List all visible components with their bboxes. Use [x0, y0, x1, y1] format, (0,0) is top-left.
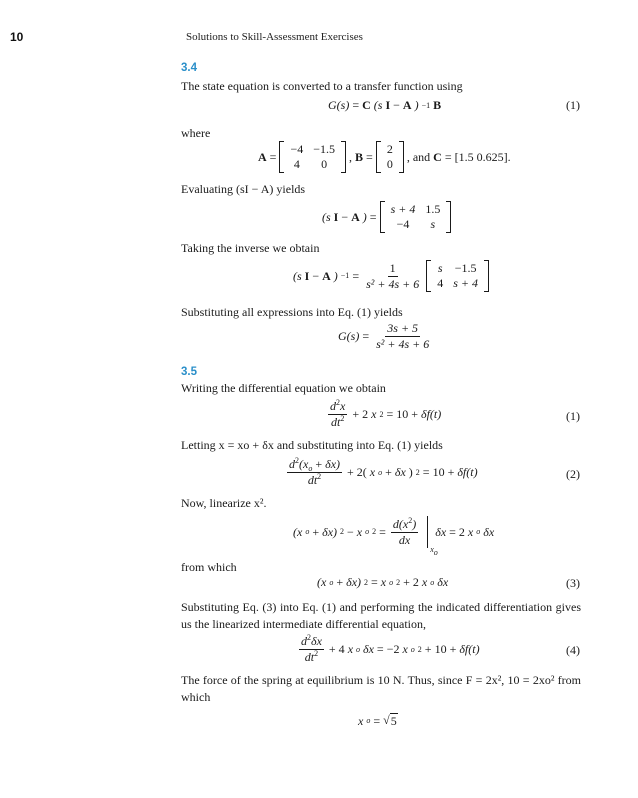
paragraph: Substituting Eq. (3) into Eq. (1) and performing the indicated differentiation gives us the linearized intermediate differential equation, — [181, 600, 581, 631]
matrix-cell: s + 4 — [390, 202, 416, 216]
equation-substituted: $\frac{d^2(x_o + \delta x)}{dt^2}$ + 2( x o + δx ) 2 = 10 + δf(t) — [289, 456, 478, 487]
equation-number: (4) — [566, 643, 580, 657]
equation-number: (1) — [566, 98, 580, 112]
page-number: 10 — [10, 30, 24, 44]
and-text: , and — [406, 149, 431, 164]
paragraph: Evaluating (sI − A) yields — [181, 182, 306, 196]
equation-linearize: (x o + δx) 2 − x o 2 = $\frac{d(x^2)}{dx}$ $x_o$ δx = 2 x o δx — [293, 515, 495, 557]
matrix-cell: s + 4 — [453, 276, 479, 290]
equation-number: (3) — [566, 576, 580, 590]
running-title: Solutions to Skill-Assessment Exercises — [186, 31, 363, 43]
matrix-cell: 1.5 — [425, 202, 441, 216]
paragraph: Substituting all expressions into Eq. (1) yields — [181, 305, 403, 319]
equation-differential: $\frac{d^2x}{dt^2}$ + 2 x 2 = 10 + δf(t) — [330, 398, 442, 429]
matrix-cell: −4 — [290, 142, 304, 156]
paragraph: Taking the inverse we obtain — [181, 241, 320, 255]
matrix-cell: s — [430, 217, 436, 231]
matrix-c: [1.5 0.625]. — [454, 149, 511, 164]
equation-square-expansion: (x o + δx) 2 = x o 2 + 2 x o δx — [317, 575, 449, 589]
fraction-denominator: s² + 4s + 6 — [366, 276, 420, 291]
section-heading-3-4: 3.4 — [181, 62, 197, 74]
equation-number: (1) — [566, 409, 580, 423]
equation-g-of-s: G(s) = $\frac{3s + 5}{\text{s² + 4s + 6}}$ — [338, 321, 430, 351]
paragraph: from which — [181, 560, 237, 574]
fraction-numerator: 3s + 5 — [387, 321, 419, 335]
matrix-a — [279, 141, 346, 173]
equation-transfer-function: G(s) = C (s I − A ) −1 B — [328, 98, 442, 112]
equation-equilibrium: x o = √ 5 — [358, 713, 397, 728]
equation-linearized: $\frac{d^2\delta x}{dt^2}$ + 4 x o δx = −2 x o 2 + 10 + δf(t) — [301, 633, 480, 664]
matrix-cell: 4 — [437, 276, 444, 290]
matrix-cell: 4 — [293, 157, 300, 171]
matrix-cell: 2 — [386, 142, 393, 156]
paragraph: where — [181, 126, 211, 140]
fraction-numerator: 1 — [389, 260, 396, 275]
matrix-cell: −4 — [396, 217, 410, 231]
section-heading-3-5: 3.5 — [181, 366, 197, 378]
equation-inverse: (s I − A ) −1 = $\frac{1}{\text{s² + 4s + 6}}$ s −1.5 4 s + 4 — [293, 260, 489, 292]
matrix-si-minus-a — [380, 201, 452, 233]
equation-si-minus-a: (s I − A ) = s + 4 1.5 −4 s — [322, 201, 451, 233]
paragraph: Now, linearize x². — [181, 496, 267, 510]
matrix-cell: −1.5 — [454, 261, 477, 275]
matrix-cell: s — [437, 261, 443, 275]
paragraph: The state equation is converted to a transfer function using — [181, 79, 463, 93]
matrix-b — [376, 141, 404, 173]
matrix-cell: 0 — [386, 157, 393, 171]
fraction-denominator: s² + 4s + 6 — [376, 337, 430, 351]
paragraph: The force of the spring at equilibrium is 10 N. Thus, since F = 2x², 10 = 2xo² from which — [181, 673, 581, 704]
equation-number: (2) — [566, 467, 580, 481]
paragraph: Letting x = xo + δx and substituting into Eq. (1) yields — [181, 438, 443, 452]
paragraph: Writing the differential equation we obtain — [181, 381, 386, 395]
matrix-adjugate — [426, 260, 489, 292]
matrix-cell: −1.5 — [313, 142, 336, 156]
equation-state-matrices: A = −4 −1.5 4 0 , B = 2 0 , and C = [1.5 0.625]. — [258, 142, 511, 171]
matrix-cell: 0 — [321, 157, 328, 171]
